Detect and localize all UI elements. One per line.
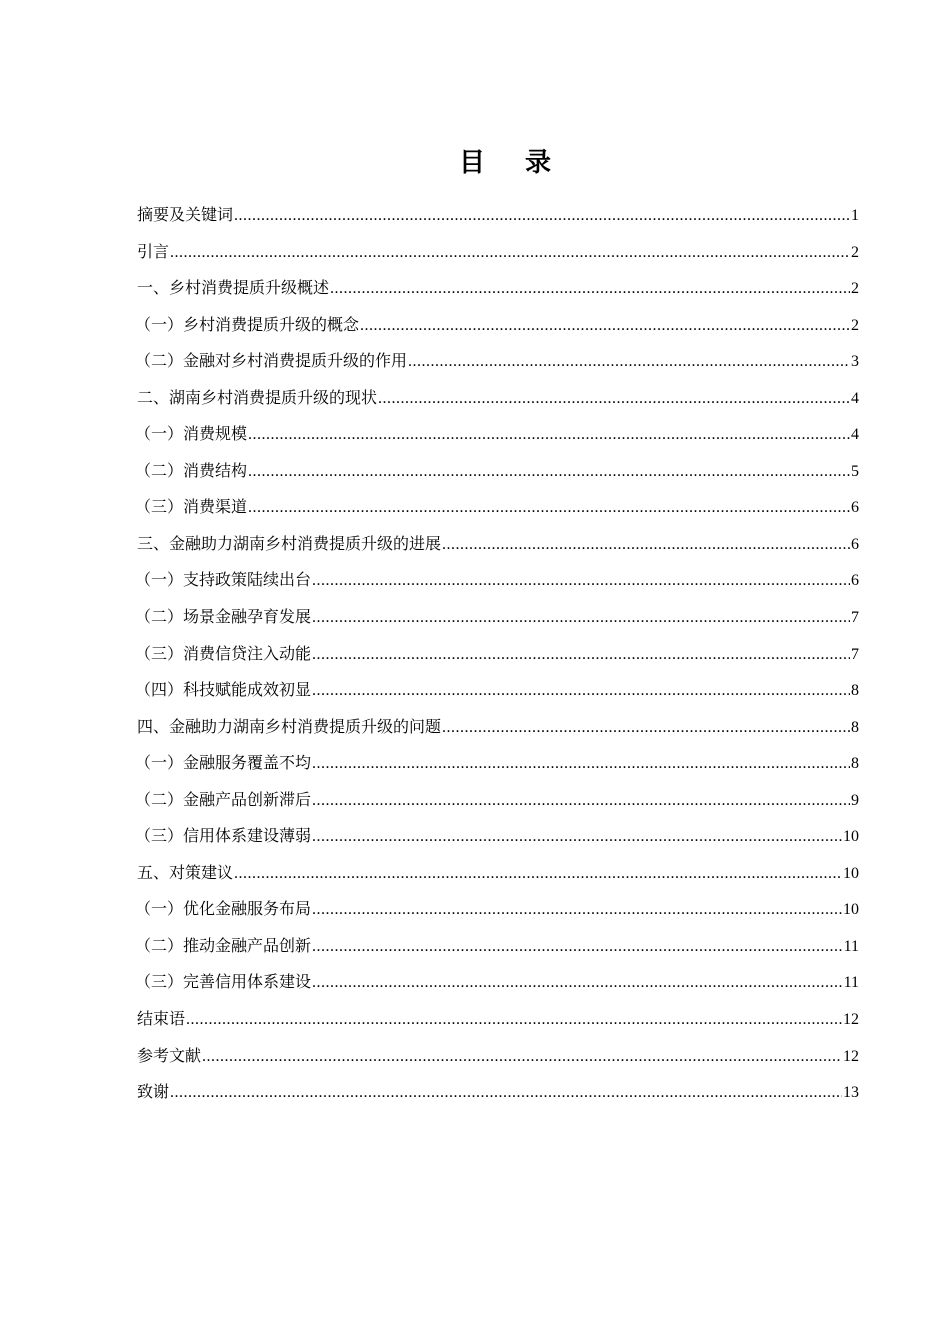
toc-entry[interactable] — [135, 891, 859, 928]
toc-page-number: 10 — [843, 828, 859, 846]
toc-entry-label: （三）信用体系建设薄弱 — [135, 826, 312, 846]
toc-entry-label: 二、湖南乡村消费提质升级的现状 — [137, 387, 378, 407]
toc-entry[interactable] — [137, 380, 859, 417]
toc-dot-leader — [312, 783, 850, 820]
toc-entry[interactable] — [135, 782, 859, 819]
toc-dot-leader — [312, 892, 842, 929]
toc-entry-label: 结束语 — [137, 1009, 186, 1029]
toc-entry[interactable] — [135, 599, 859, 636]
toc-entry-label: （三）消费信贷注入动能 — [135, 643, 312, 663]
toc-entry[interactable] — [135, 928, 859, 965]
toc-entry[interactable] — [135, 343, 859, 380]
toc-dot-leader — [186, 1002, 842, 1039]
toc-page-number: 13 — [843, 1084, 859, 1102]
toc-page-number: 4 — [851, 389, 859, 407]
toc-dot-leader — [408, 344, 850, 381]
toc-dot-leader — [248, 454, 850, 491]
toc-entry-label: （一）消费规模 — [135, 424, 248, 444]
toc-dot-leader — [312, 819, 842, 856]
toc-entry-label: 五、对策建议 — [137, 862, 234, 882]
toc-page-number: 11 — [843, 974, 859, 992]
toc-entry[interactable] — [135, 416, 859, 453]
toc-dot-leader — [312, 929, 843, 966]
toc-entry[interactable] — [137, 197, 859, 234]
table-of-contents — [137, 197, 859, 1111]
toc-page-number: 4 — [851, 426, 859, 444]
toc-dot-leader — [170, 1075, 842, 1112]
toc-page-number: 8 — [851, 718, 859, 736]
toc-entry[interactable] — [135, 636, 859, 673]
toc-dot-leader — [312, 637, 850, 674]
toc-page-number: 10 — [843, 864, 859, 882]
toc-entry[interactable] — [135, 562, 859, 599]
toc-entry[interactable] — [137, 526, 859, 563]
toc-dot-leader — [202, 1039, 842, 1076]
toc-entry[interactable] — [137, 1038, 859, 1075]
toc-entry-label: （一）金融服务覆盖不均 — [135, 753, 312, 773]
toc-page-number: 1 — [851, 207, 859, 224]
toc-page-number: 8 — [851, 682, 859, 700]
toc-entry-label: （二）场景金融孕育发展 — [135, 607, 312, 627]
toc-page-number: 9 — [851, 791, 859, 809]
toc-dot-leader — [312, 965, 843, 1002]
toc-entry-label: （四）科技赋能成效初显 — [135, 680, 312, 700]
toc-dot-leader — [378, 381, 850, 418]
toc-entry[interactable] — [137, 1074, 859, 1111]
toc-entry-label: 参考文献 — [137, 1045, 202, 1065]
toc-entry[interactable] — [135, 453, 859, 490]
toc-entry[interactable] — [135, 307, 859, 344]
toc-entry[interactable] — [137, 855, 859, 892]
toc-entry[interactable] — [135, 964, 859, 1001]
toc-entry-label: （二）金融对乡村消费提质升级的作用 — [135, 351, 408, 371]
toc-page-number: 2 — [851, 243, 859, 261]
toc-entry[interactable] — [137, 234, 859, 271]
toc-entry[interactable] — [135, 489, 859, 526]
toc-entry[interactable] — [135, 745, 859, 782]
toc-dot-leader — [312, 746, 850, 783]
toc-page-number: 2 — [851, 280, 859, 298]
toc-page-number: 7 — [851, 645, 859, 663]
toc-entry[interactable] — [137, 709, 859, 746]
toc-page-number: 3 — [851, 353, 859, 371]
toc-page-number: 12 — [843, 1047, 859, 1065]
toc-entry-label: （一）优化金融服务布局 — [135, 899, 312, 919]
toc-dot-leader — [312, 600, 850, 637]
toc-page-number: 5 — [851, 462, 859, 480]
toc-entry-label: 摘要及关键词 — [137, 205, 234, 224]
page-title: 目录 — [458, 148, 591, 178]
toc-page-number: 7 — [851, 609, 859, 627]
toc-page-number: 2 — [851, 316, 859, 334]
toc-entry[interactable] — [135, 672, 859, 709]
toc-entry-label: （二）推动金融产品创新 — [135, 935, 312, 955]
toc-entry-label: （三）完善信用体系建设 — [135, 972, 312, 992]
toc-page-number: 6 — [851, 572, 859, 590]
toc-page-number: 11 — [843, 937, 859, 955]
toc-entry-label: 一、乡村消费提质升级概述 — [137, 278, 330, 298]
toc-entry-label: 三、金融助力湖南乡村消费提质升级的进展 — [137, 533, 442, 553]
toc-entry[interactable] — [137, 270, 859, 307]
toc-dot-leader — [234, 856, 842, 893]
toc-page-number: 6 — [851, 499, 859, 517]
toc-page-number: 6 — [851, 535, 859, 553]
toc-entry[interactable] — [135, 818, 859, 855]
toc-dot-leader — [248, 490, 850, 527]
toc-dot-leader — [312, 563, 850, 600]
toc-page-number: 8 — [851, 755, 859, 773]
toc-dot-leader — [442, 710, 850, 747]
toc-dot-leader — [360, 308, 850, 345]
toc-page-number: 12 — [843, 1011, 859, 1029]
toc-dot-leader — [170, 235, 850, 272]
toc-entry-label: 致谢 — [137, 1082, 170, 1102]
toc-dot-leader — [234, 198, 850, 235]
toc-entry-label: （二）金融产品创新滞后 — [135, 789, 312, 809]
toc-page-number: 10 — [843, 901, 859, 919]
toc-dot-leader — [330, 271, 850, 308]
toc-entry-label: （一）乡村消费提质升级的概念 — [135, 314, 360, 334]
toc-dot-leader — [442, 527, 850, 564]
toc-entry-label: （一）支持政策陆续出台 — [135, 570, 312, 590]
toc-dot-leader — [312, 673, 850, 710]
toc-entry-label: （三）消费渠道 — [135, 497, 248, 517]
toc-entry-label: （二）消费结构 — [135, 460, 248, 480]
toc-entry-label: 引言 — [137, 241, 170, 261]
toc-entry[interactable] — [137, 1001, 859, 1038]
toc-entry-label: 四、金融助力湖南乡村消费提质升级的问题 — [137, 716, 442, 736]
toc-dot-leader — [248, 417, 850, 454]
